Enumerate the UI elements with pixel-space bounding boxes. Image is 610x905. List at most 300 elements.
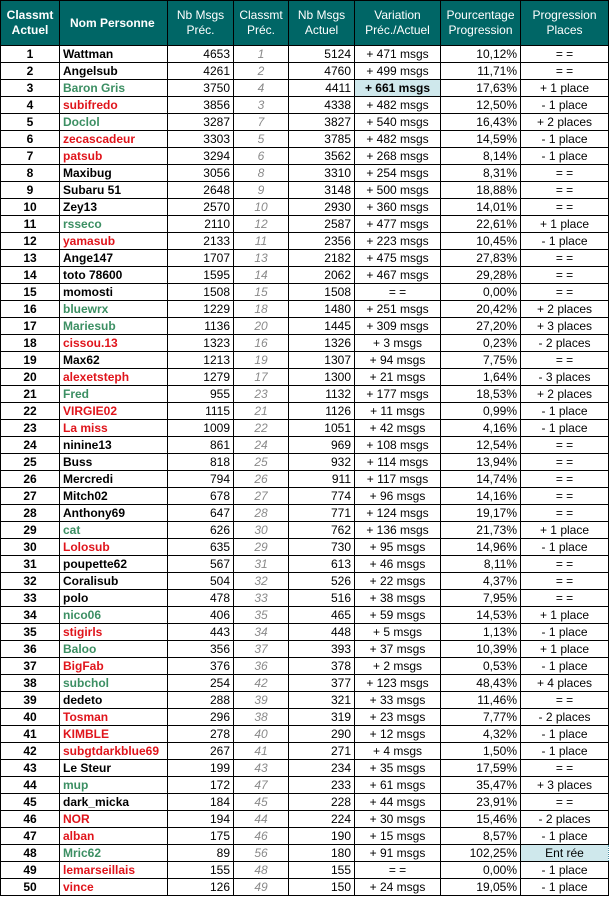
table-row [1, 624, 609, 641]
prev-rank-cell: 19 [234, 352, 289, 369]
table-row [1, 760, 609, 777]
table-row [1, 879, 609, 896]
cur-msgs-cell: 233 [289, 777, 355, 794]
rank-cell: 34 [1, 607, 60, 624]
rank-cell: 50 [1, 879, 60, 896]
variation-cell: + 482 msgs [355, 97, 441, 114]
table-row [1, 420, 609, 437]
progress-cell: = = [521, 267, 609, 284]
prev-msgs-cell: 155 [168, 862, 234, 879]
percent-cell: 29,28% [441, 267, 521, 284]
table-row [1, 556, 609, 573]
prev-msgs-cell: 1115 [168, 403, 234, 420]
name-cell: Baloo [60, 641, 168, 658]
percent-cell: 18,53% [441, 386, 521, 403]
percent-cell: 35,47% [441, 777, 521, 794]
cur-msgs-cell: 730 [289, 539, 355, 556]
percent-cell: 7,75% [441, 352, 521, 369]
prev-msgs-cell: 376 [168, 658, 234, 675]
variation-cell: + 42 msgs [355, 420, 441, 437]
prev-rank-cell: 16 [234, 335, 289, 352]
prev-rank-cell: 56 [234, 845, 289, 862]
rank-cell: 25 [1, 454, 60, 471]
prev-msgs-cell: 1508 [168, 284, 234, 301]
name-cell: Anthony69 [60, 505, 168, 522]
prev-msgs-cell: 278 [168, 726, 234, 743]
rank-cell: 5 [1, 114, 60, 131]
name-cell: La miss [60, 420, 168, 437]
cur-msgs-cell: 290 [289, 726, 355, 743]
variation-cell: + 24 msgs [355, 879, 441, 896]
prev-rank-cell: 11 [234, 233, 289, 250]
rank-cell: 13 [1, 250, 60, 267]
percent-cell: 15,46% [441, 811, 521, 828]
name-cell: Mric62 [60, 845, 168, 862]
name-cell: dedeto [60, 692, 168, 709]
cur-msgs-cell: 321 [289, 692, 355, 709]
progress-cell: = = [521, 352, 609, 369]
prev-msgs-cell: 4653 [168, 46, 234, 63]
percent-cell: 19,05% [441, 879, 521, 896]
cur-msgs-cell: 2062 [289, 267, 355, 284]
percent-cell: 10,12% [441, 46, 521, 63]
variation-cell: + 15 msgs [355, 828, 441, 845]
percent-cell: 1,64% [441, 369, 521, 386]
table-row [1, 539, 609, 556]
table-row [1, 352, 609, 369]
table-row [1, 301, 609, 318]
prev-msgs-cell: 504 [168, 573, 234, 590]
header-prev-msgs: Nb Msgs Préc. [168, 1, 234, 46]
table-row [1, 590, 609, 607]
variation-cell: + 471 msgs [355, 46, 441, 63]
prev-rank-cell: 4 [234, 80, 289, 97]
cur-msgs-cell: 190 [289, 828, 355, 845]
prev-rank-cell: 28 [234, 505, 289, 522]
prev-rank-cell: 7 [234, 114, 289, 131]
prev-msgs-cell: 478 [168, 590, 234, 607]
prev-msgs-cell: 861 [168, 437, 234, 454]
progress-cell: = = [521, 182, 609, 199]
variation-cell: + 4 msgs [355, 743, 441, 760]
variation-cell: + 91 msgs [355, 845, 441, 862]
rank-cell: 19 [1, 352, 60, 369]
name-cell: Zey13 [60, 199, 168, 216]
prev-msgs-cell: 4261 [168, 63, 234, 80]
name-cell: Le Steur [60, 760, 168, 777]
prev-msgs-cell: 3303 [168, 131, 234, 148]
percent-cell: 14,74% [441, 471, 521, 488]
variation-cell: + 661 msgs [355, 80, 441, 97]
progress-cell: - 1 place [521, 97, 609, 114]
progress-cell: - 1 place [521, 624, 609, 641]
progress-cell: + 1 place [521, 641, 609, 658]
progress-cell: - 1 place [521, 148, 609, 165]
cur-msgs-cell: 774 [289, 488, 355, 505]
prev-msgs-cell: 1136 [168, 318, 234, 335]
rank-cell: 30 [1, 539, 60, 556]
progress-cell: - 1 place [521, 403, 609, 420]
cur-msgs-cell: 1445 [289, 318, 355, 335]
header-prev-rank: Classmt Préc. [234, 1, 289, 46]
name-cell: NOR [60, 811, 168, 828]
header-variation: Variation Préc./Actuel [355, 1, 441, 46]
variation-cell: + 94 msgs [355, 352, 441, 369]
prev-msgs-cell: 647 [168, 505, 234, 522]
cur-msgs-cell: 4760 [289, 63, 355, 80]
name-cell: poupette62 [60, 556, 168, 573]
header-cur-msgs: Nb Msgs Actuel [289, 1, 355, 46]
percent-cell: 0,00% [441, 862, 521, 879]
cur-msgs-cell: 234 [289, 760, 355, 777]
table-row [1, 335, 609, 352]
percent-cell: 23,91% [441, 794, 521, 811]
percent-cell: 22,61% [441, 216, 521, 233]
table-row [1, 454, 609, 471]
rank-cell: 37 [1, 658, 60, 675]
cur-msgs-cell: 2587 [289, 216, 355, 233]
name-cell: cissou.13 [60, 335, 168, 352]
rank-cell: 6 [1, 131, 60, 148]
cur-msgs-cell: 3562 [289, 148, 355, 165]
prev-rank-cell: 33 [234, 590, 289, 607]
cur-msgs-cell: 932 [289, 454, 355, 471]
table-row [1, 505, 609, 522]
prev-rank-cell: 49 [234, 879, 289, 896]
prev-rank-cell: 25 [234, 454, 289, 471]
prev-msgs-cell: 818 [168, 454, 234, 471]
name-cell: Mariesub [60, 318, 168, 335]
cur-msgs-cell: 1326 [289, 335, 355, 352]
progress-cell: = = [521, 471, 609, 488]
variation-cell: + 61 msgs [355, 777, 441, 794]
table-row [1, 182, 609, 199]
percent-cell: 13,94% [441, 454, 521, 471]
percent-cell: 12,54% [441, 437, 521, 454]
progress-cell: - 1 place [521, 420, 609, 437]
name-cell: toto 78600 [60, 267, 168, 284]
prev-rank-cell: 46 [234, 828, 289, 845]
rank-cell: 31 [1, 556, 60, 573]
percent-cell: 8,11% [441, 556, 521, 573]
prev-msgs-cell: 1229 [168, 301, 234, 318]
variation-cell: + 482 msgs [355, 131, 441, 148]
percent-cell: 10,39% [441, 641, 521, 658]
prev-msgs-cell: 3287 [168, 114, 234, 131]
percent-cell: 21,73% [441, 522, 521, 539]
progress-cell: - 1 place [521, 131, 609, 148]
prev-msgs-cell: 1323 [168, 335, 234, 352]
prev-msgs-cell: 356 [168, 641, 234, 658]
name-cell: Mercredi [60, 471, 168, 488]
name-cell: Tosman [60, 709, 168, 726]
progress-cell: = = [521, 63, 609, 80]
percent-cell: 102,25% [441, 845, 521, 862]
prev-msgs-cell: 3856 [168, 97, 234, 114]
prev-rank-cell: 38 [234, 709, 289, 726]
prev-rank-cell: 9 [234, 182, 289, 199]
percent-cell: 27,83% [441, 250, 521, 267]
variation-cell: + 467 msgs [355, 267, 441, 284]
rank-cell: 15 [1, 284, 60, 301]
name-cell: Baron Gris [60, 80, 168, 97]
variation-cell: + 46 msgs [355, 556, 441, 573]
name-cell: momosti [60, 284, 168, 301]
cur-msgs-cell: 378 [289, 658, 355, 675]
variation-cell: + 33 msgs [355, 692, 441, 709]
percent-cell: 27,20% [441, 318, 521, 335]
variation-cell: + 177 msgs [355, 386, 441, 403]
cur-msgs-cell: 762 [289, 522, 355, 539]
progress-cell: = = [521, 692, 609, 709]
prev-msgs-cell: 175 [168, 828, 234, 845]
prev-msgs-cell: 3056 [168, 165, 234, 182]
cur-msgs-cell: 4411 [289, 80, 355, 97]
cur-msgs-cell: 448 [289, 624, 355, 641]
percent-cell: 12,50% [441, 97, 521, 114]
prev-rank-cell: 30 [234, 522, 289, 539]
variation-cell: + 59 msgs [355, 607, 441, 624]
prev-msgs-cell: 296 [168, 709, 234, 726]
rank-cell: 40 [1, 709, 60, 726]
cur-msgs-cell: 516 [289, 590, 355, 607]
rank-cell: 22 [1, 403, 60, 420]
percent-cell: 10,45% [441, 233, 521, 250]
prev-rank-cell: 2 [234, 63, 289, 80]
prev-rank-cell: 41 [234, 743, 289, 760]
cur-msgs-cell: 2182 [289, 250, 355, 267]
variation-cell: = = [355, 862, 441, 879]
progress-cell: - 3 places [521, 369, 609, 386]
prev-msgs-cell: 955 [168, 386, 234, 403]
cur-msgs-cell: 155 [289, 862, 355, 879]
name-cell: BigFab [60, 658, 168, 675]
progress-cell: + 1 place [521, 80, 609, 97]
rank-cell: 26 [1, 471, 60, 488]
variation-cell: + 96 msgs [355, 488, 441, 505]
progress-cell: - 2 places [521, 335, 609, 352]
cur-msgs-cell: 1300 [289, 369, 355, 386]
percent-cell: 20,42% [441, 301, 521, 318]
rank-cell: 41 [1, 726, 60, 743]
table-row [1, 862, 609, 879]
rank-cell: 8 [1, 165, 60, 182]
progress-cell: - 1 place [521, 233, 609, 250]
table-row [1, 369, 609, 386]
rank-cell: 49 [1, 862, 60, 879]
cur-msgs-cell: 1307 [289, 352, 355, 369]
cur-msgs-cell: 1126 [289, 403, 355, 420]
table-row [1, 437, 609, 454]
cur-msgs-cell: 228 [289, 794, 355, 811]
variation-cell: + 37 msgs [355, 641, 441, 658]
prev-msgs-cell: 678 [168, 488, 234, 505]
prev-rank-cell: 21 [234, 403, 289, 420]
progress-cell: - 1 place [521, 879, 609, 896]
rank-cell: 24 [1, 437, 60, 454]
table-row [1, 726, 609, 743]
table-row [1, 386, 609, 403]
progress-cell: - 1 place [521, 658, 609, 675]
cur-msgs-cell: 771 [289, 505, 355, 522]
prev-msgs-cell: 635 [168, 539, 234, 556]
rank-cell: 47 [1, 828, 60, 845]
prev-rank-cell: 34 [234, 624, 289, 641]
progress-cell: = = [521, 760, 609, 777]
percent-cell: 4,32% [441, 726, 521, 743]
table-body [1, 46, 609, 896]
percent-cell: 4,16% [441, 420, 521, 437]
rank-cell: 20 [1, 369, 60, 386]
prev-rank-cell: 5 [234, 131, 289, 148]
prev-rank-cell: 15 [234, 284, 289, 301]
cur-msgs-cell: 1480 [289, 301, 355, 318]
progress-cell: + 2 places [521, 301, 609, 318]
prev-rank-cell: 47 [234, 777, 289, 794]
prev-rank-cell: 22 [234, 420, 289, 437]
percent-cell: 14,53% [441, 607, 521, 624]
prev-rank-cell: 13 [234, 250, 289, 267]
cur-msgs-cell: 1051 [289, 420, 355, 437]
percent-cell: 8,31% [441, 165, 521, 182]
rank-cell: 17 [1, 318, 60, 335]
variation-cell: + 223 msgs [355, 233, 441, 250]
prev-msgs-cell: 172 [168, 777, 234, 794]
name-cell: Subaru 51 [60, 182, 168, 199]
cur-msgs-cell: 613 [289, 556, 355, 573]
percent-cell: 0,00% [441, 284, 521, 301]
cur-msgs-cell: 526 [289, 573, 355, 590]
percent-cell: 0,99% [441, 403, 521, 420]
name-cell: Angelsub [60, 63, 168, 80]
name-cell: alban [60, 828, 168, 845]
progress-cell: = = [521, 284, 609, 301]
table-row [1, 692, 609, 709]
table-row [1, 828, 609, 845]
name-cell: cat [60, 522, 168, 539]
percent-cell: 0,53% [441, 658, 521, 675]
table-row [1, 165, 609, 182]
name-cell: Lolosub [60, 539, 168, 556]
prev-msgs-cell: 1707 [168, 250, 234, 267]
name-cell: Ange147 [60, 250, 168, 267]
rank-cell: 16 [1, 301, 60, 318]
table-row [1, 471, 609, 488]
rank-cell: 1 [1, 46, 60, 63]
progress-cell: Ent rée [521, 845, 609, 862]
table-row [1, 777, 609, 794]
name-cell: rsseco [60, 216, 168, 233]
prev-msgs-cell: 254 [168, 675, 234, 692]
rank-cell: 3 [1, 80, 60, 97]
variation-cell: + 123 msgs [355, 675, 441, 692]
table-row [1, 199, 609, 216]
table-row [1, 216, 609, 233]
prev-rank-cell: 44 [234, 811, 289, 828]
name-cell: subgtdarkblue69 [60, 743, 168, 760]
prev-msgs-cell: 2133 [168, 233, 234, 250]
rank-cell: 38 [1, 675, 60, 692]
variation-cell: + 21 msgs [355, 369, 441, 386]
rank-cell: 21 [1, 386, 60, 403]
table-row [1, 403, 609, 420]
name-cell: patsub [60, 148, 168, 165]
table-row [1, 80, 609, 97]
progress-cell: - 2 places [521, 811, 609, 828]
prev-rank-cell: 29 [234, 539, 289, 556]
percent-cell: 17,63% [441, 80, 521, 97]
prev-msgs-cell: 794 [168, 471, 234, 488]
variation-cell: + 360 msgs [355, 199, 441, 216]
variation-cell: + 268 msgs [355, 148, 441, 165]
table-row [1, 97, 609, 114]
prev-msgs-cell: 3294 [168, 148, 234, 165]
variation-cell: + 108 msgs [355, 437, 441, 454]
prev-msgs-cell: 267 [168, 743, 234, 760]
variation-cell: = = [355, 284, 441, 301]
table-row [1, 641, 609, 658]
prev-rank-cell: 27 [234, 488, 289, 505]
variation-cell: + 35 msgs [355, 760, 441, 777]
cur-msgs-cell: 3785 [289, 131, 355, 148]
variation-cell: + 500 msgs [355, 182, 441, 199]
prev-msgs-cell: 184 [168, 794, 234, 811]
percent-cell: 8,57% [441, 828, 521, 845]
percent-cell: 1,13% [441, 624, 521, 641]
cur-msgs-cell: 1132 [289, 386, 355, 403]
table-row [1, 488, 609, 505]
rank-cell: 48 [1, 845, 60, 862]
cur-msgs-cell: 224 [289, 811, 355, 828]
rank-cell: 42 [1, 743, 60, 760]
cur-msgs-cell: 5124 [289, 46, 355, 63]
prev-msgs-cell: 89 [168, 845, 234, 862]
rank-cell: 39 [1, 692, 60, 709]
prev-msgs-cell: 626 [168, 522, 234, 539]
percent-cell: 16,43% [441, 114, 521, 131]
prev-msgs-cell: 199 [168, 760, 234, 777]
prev-msgs-cell: 443 [168, 624, 234, 641]
name-cell: nico06 [60, 607, 168, 624]
cur-msgs-cell: 3310 [289, 165, 355, 182]
table-row [1, 148, 609, 165]
rank-cell: 32 [1, 573, 60, 590]
percent-cell: 18,88% [441, 182, 521, 199]
progress-cell: + 3 places [521, 777, 609, 794]
cur-msgs-cell: 150 [289, 879, 355, 896]
variation-cell: + 30 msgs [355, 811, 441, 828]
variation-cell: + 12 msgs [355, 726, 441, 743]
prev-rank-cell: 42 [234, 675, 289, 692]
cur-msgs-cell: 180 [289, 845, 355, 862]
name-cell: dark_micka [60, 794, 168, 811]
rank-cell: 2 [1, 63, 60, 80]
variation-cell: + 254 msgs [355, 165, 441, 182]
name-cell: Mitch02 [60, 488, 168, 505]
cur-msgs-cell: 4338 [289, 97, 355, 114]
name-cell: Doclol [60, 114, 168, 131]
percent-cell: 1,50% [441, 743, 521, 760]
name-cell: polo [60, 590, 168, 607]
rank-cell: 18 [1, 335, 60, 352]
variation-cell: + 540 msgs [355, 114, 441, 131]
rank-cell: 35 [1, 624, 60, 641]
progress-cell: + 2 places [521, 114, 609, 131]
prev-rank-cell: 17 [234, 369, 289, 386]
variation-cell: + 114 msgs [355, 454, 441, 471]
header-progress: Progression Places [521, 1, 609, 46]
name-cell: KIMBLE [60, 726, 168, 743]
